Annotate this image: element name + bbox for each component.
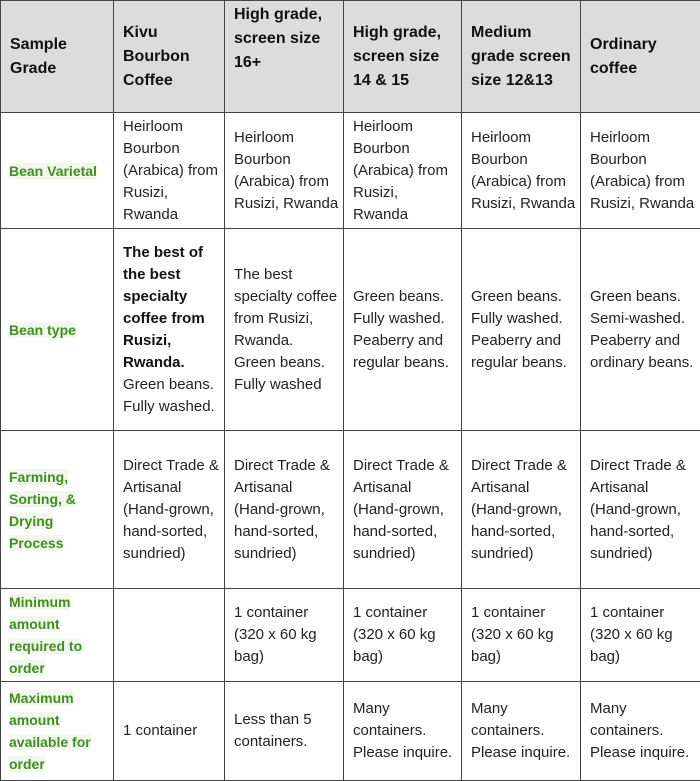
row-label-bean-type: Bean type: [1, 229, 114, 431]
row-bean-type: [1, 229, 700, 431]
cell-max-kivu: 1 container: [114, 682, 225, 781]
cell-varietal-high16: Heirloom Bourbon (Arabica) from Rusizi, Rwanda: [225, 113, 344, 229]
cell-type-high14: Green beans. Fully washed. Peaberry and regular beans.: [344, 229, 462, 431]
header-medium-grade: Medium grade screen size 12&13: [462, 1, 581, 113]
cell-max-medium: Many containers. Please inquire.: [462, 682, 581, 781]
cell-type-kivu-rest: Green beans. Fully washed.: [123, 376, 215, 415]
cell-varietal-medium: Heirloom Bourbon (Arabica) from Rusizi, Rwanda: [462, 113, 581, 229]
cell-min-medium: 1 container (320 x 60 kg bag): [462, 589, 581, 682]
cell-min-kivu: [114, 589, 225, 682]
row-label-maximum: Maximum amount available for order: [1, 682, 114, 781]
cell-varietal-ordinary: Heirloom Bourbon (Arabica) from Rusizi, Rwanda: [581, 113, 700, 229]
cell-process-ordinary: Direct Trade & Artisanal (Hand-grown, hand-sorted, sundried): [581, 431, 700, 589]
row-bean-varietal: [1, 113, 700, 229]
header-high-grade-16: High grade, screen size 16+: [225, 1, 344, 113]
cell-type-kivu: [114, 229, 225, 431]
header-sample-grade: Sample Grade: [1, 1, 114, 113]
cell-type-ordinary: Green beans. Semi-washed. Peaberry and ordinary beans.: [581, 229, 700, 431]
row-label-process: Farming, Sorting, & Drying Process: [1, 431, 114, 589]
header-kivu-bourbon: Kivu Bourbon Coffee: [114, 1, 225, 113]
cell-type-high16: The best specialty coffee from Rusizi, Rwanda. Green beans. Fully washed: [225, 229, 344, 431]
header-high-grade-14-15: High grade, screen size 14 & 15: [344, 1, 462, 113]
cell-process-medium: Direct Trade & Artisanal (Hand-grown, hand-sorted, sundried): [462, 431, 581, 589]
cell-min-high16: 1 container (320 x 60 kg bag): [225, 589, 344, 682]
cell-varietal-kivu: Heirloom Bourbon (Arabica) from Rusizi, Rwanda: [114, 113, 225, 229]
header-ordinary-coffee: Ordinary coffee: [581, 1, 700, 113]
row-label-bean-varietal: Bean Varietal: [1, 113, 114, 229]
cell-max-ordinary: Many containers. Please inquire.: [581, 682, 700, 781]
header-row: [1, 1, 700, 113]
cell-min-high14: 1 container (320 x 60 kg bag): [344, 589, 462, 682]
cell-max-high14: Many containers. Please inquire.: [344, 682, 462, 781]
row-label-minimum: Minimum amount required to order: [1, 589, 114, 682]
cell-process-kivu: Direct Trade & Artisanal (Hand-grown, hand-sorted, sundried): [114, 431, 225, 589]
row-maximum: [1, 682, 700, 781]
cell-type-medium: Green beans. Fully washed. Peaberry and regular beans.: [462, 229, 581, 431]
cell-min-ordinary: 1 container (320 x 60 kg bag): [581, 589, 700, 682]
row-process: [1, 431, 700, 589]
cell-process-high16: Direct Trade & Artisanal (Hand-grown, hand-sorted, sundried): [225, 431, 344, 589]
cell-varietal-high14: Heirloom Bourbon (Arabica) from Rusizi, Rwanda: [344, 113, 462, 229]
cell-max-high16: Less than 5 containers.: [225, 682, 344, 781]
row-minimum: [1, 589, 700, 682]
cell-process-high14: Direct Trade & Artisanal (Hand-grown, hand-sorted, sundried): [344, 431, 462, 589]
cell-type-kivu-bold: The best of the best specialty coffee from Rusizi, Rwanda.: [123, 244, 205, 371]
